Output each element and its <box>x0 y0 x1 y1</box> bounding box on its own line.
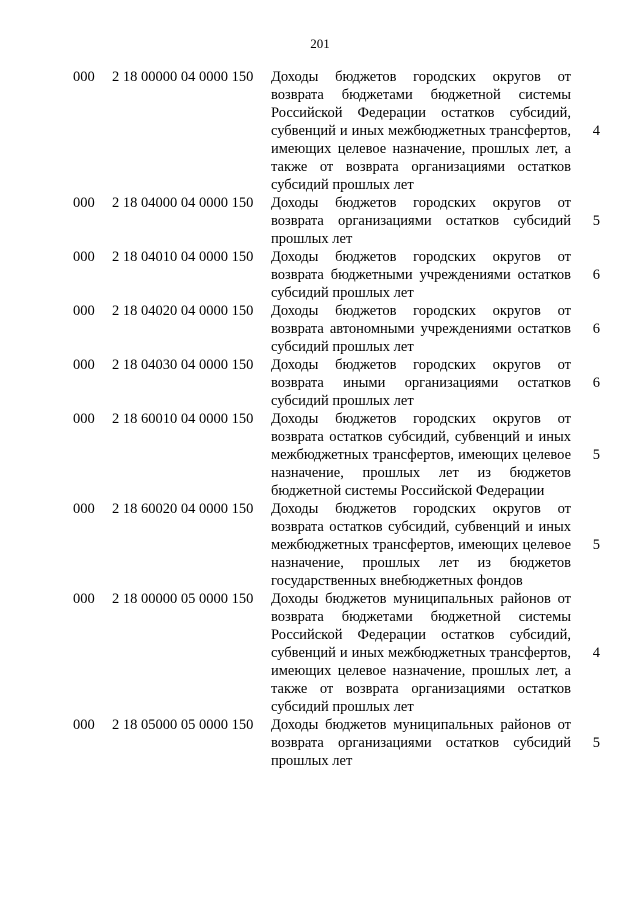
budget-classification-code: 2 18 60010 04 0000 150 <box>112 411 254 427</box>
income-name: Доходы бюджетов городских округов от возврата иными организациями остатков субсидий прошлых лет <box>271 357 571 409</box>
income-name: Доходы бюджетов городских округов от возврата бюджетными учреждениями остатков субсидий прошлых лет <box>271 249 571 301</box>
admin-code: 000 <box>73 357 95 373</box>
table-row <box>0 248 640 302</box>
budget-classification-code: 2 18 60020 04 0000 150 <box>112 501 254 517</box>
group-level: 6 <box>592 374 600 391</box>
table-row <box>0 716 640 770</box>
income-name: Доходы бюджетов городских округов от возврата остатков субсидий, субвенций и иных межбюджетных трансфертов, имеющих целевое назначение, прошлых лет из бюджетов государственных внебюджетных фондов <box>271 501 571 589</box>
budget-code-table <box>0 68 640 770</box>
admin-code: 000 <box>73 591 95 607</box>
admin-code: 000 <box>73 411 95 427</box>
budget-classification-code: 2 18 04010 04 0000 150 <box>112 249 254 265</box>
income-name: Доходы бюджетов городских округов от возврата автономными учреждениями остатков субсидий прошлых лет <box>271 303 571 355</box>
group-level: 4 <box>592 644 600 661</box>
group-level: 5 <box>592 734 600 751</box>
budget-classification-code: 2 18 04000 04 0000 150 <box>112 195 254 211</box>
income-name: Доходы бюджетов городских округов от возврата бюджетами бюджетной системы Российской Федерации остатков субсидий, субвенций и иных межбюджетных трансфертов, имеющих целевое назначение, прошлых лет, а также от возврата организациями остатков субсидий прошлых лет <box>271 69 571 193</box>
budget-classification-code: 2 18 00000 04 0000 150 <box>112 69 254 85</box>
admin-code: 000 <box>73 717 95 733</box>
table-row <box>0 410 640 500</box>
income-name: Доходы бюджетов городских округов от возврата остатков субсидий, субвенций и иных межбюджетных трансфертов, имеющих целевое назначение, прошлых лет из бюджетов бюджетной системы Российской Федерации <box>271 411 571 499</box>
table-row <box>0 590 640 716</box>
income-name: Доходы бюджетов городских округов от возврата организациями остатков субсидий прошлых лет <box>271 195 571 247</box>
group-level: 6 <box>592 266 600 283</box>
group-level: 6 <box>592 320 600 337</box>
budget-classification-code: 2 18 05000 05 0000 150 <box>112 717 254 733</box>
admin-code: 000 <box>73 501 95 517</box>
admin-code: 000 <box>73 195 95 211</box>
admin-code: 000 <box>73 303 95 319</box>
group-level: 5 <box>592 212 600 229</box>
income-name: Доходы бюджетов муниципальных районов от возврата организациями остатков субсидий прошлых лет <box>271 717 571 769</box>
table-row <box>0 194 640 248</box>
income-name: Доходы бюджетов муниципальных районов от возврата бюджетами бюджетной системы Российской Федерации остатков субсидий, субвенций и иных межбюджетных трансфертов, имеющих целевое назначение, прошлых лет, а также от возврата организациями остатков субсидий прошлых лет <box>271 591 571 715</box>
table-row <box>0 500 640 590</box>
admin-code: 000 <box>73 249 95 265</box>
budget-classification-code: 2 18 00000 05 0000 150 <box>112 591 254 607</box>
group-level: 5 <box>592 536 600 553</box>
table-row <box>0 356 640 410</box>
budget-classification-code: 2 18 04030 04 0000 150 <box>112 357 254 373</box>
table-row <box>0 68 640 194</box>
table-row <box>0 302 640 356</box>
admin-code: 000 <box>73 69 95 85</box>
group-level: 5 <box>592 446 600 463</box>
budget-classification-code: 2 18 04020 04 0000 150 <box>112 303 254 319</box>
group-level: 4 <box>592 122 600 139</box>
page-number: 201 <box>310 36 330 51</box>
